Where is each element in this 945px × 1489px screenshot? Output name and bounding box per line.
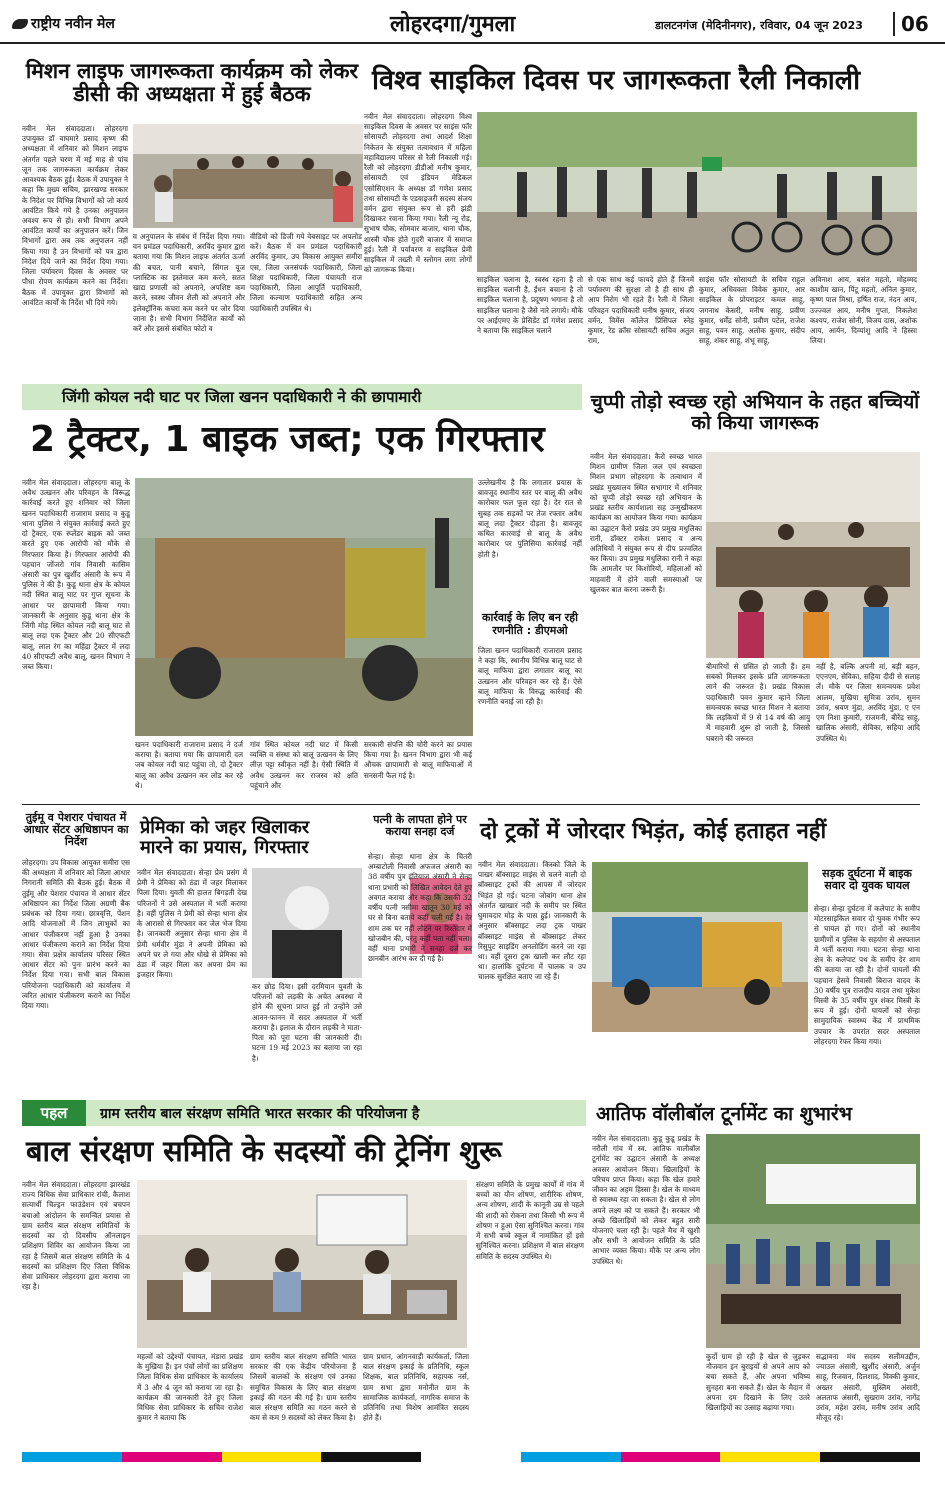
story3-col4: सरकारी संपत्ति की चोरी करने का प्रयास किया गया है। खनन विभाग द्वारा भी कई औचक छापामारी से बालू माफियाओं में सनसनी फैल गई है। bbox=[364, 740, 472, 780]
story10-headline: बाल संरक्षण समिति के सदस्यों की ट्रेनिंग शुरू bbox=[26, 1134, 502, 1168]
story9-headline: सड़क दुर्घटना में बाइक सवार दो युवक घायल bbox=[822, 867, 912, 893]
story6-headline: प्रेमिका को जहर खिलाकर मारने का प्रयास, गिरफ्तार bbox=[140, 817, 310, 858]
story5-body: लोहरदगा। उप विकास आयुक्त समीरा एस की अध्यक्षता में शनिवार को जिला आधार निगरानी समिति की बैठक हुई। बैठक में तुईमू और पेशरार पंचायत में आधार सेंटर अधिष्ठापन का निर्देश जिला अग्रणी बैंक प्रबंधक को दिया गया। छात्रवृत्ति, पेंशन आदि योजनाओं में जिन लाभुकों का आधार पंजीकरण नहीं हुआ है उनका आधार पंजीकरण कराने का निर्देश दिया गया। सेवा प्रक्षेत्र कार्यालय परिसर स्थित आधार सेंटर को पुनः प्रारंभ करने का निर्देश दिया गया। सभी बाल विकास परियोजना पदाधिकारी को कार्यालय में त्वरित आधार पंजीकरण कराने का निर्देश दिया गया। bbox=[22, 858, 130, 1011]
story1-col3: वीडियो को डिजी गये वेबसाइट पर अपलोड करें। बैठक में वन प्रमंडल पदाधिकारी अरविंद कुमार, उप विकास आयुक्त समीरा एस, जिला जनसंपर्क पदाधिकारी, जिला शिक्षा पदाधिकारी, जिला पंचायती राज पदाधिकारी, जिला आपूर्ति पदाधिकारी, जिला कल्याण पदाधिकारी सहित अन्य पदाधिकारी उपस्थित थे। bbox=[250, 232, 362, 313]
story4-col2: बीमारियों से ग्रसित हो जाती हैं। हम सबको मिलकर इसके प्रति जागरूकता लाने की जरूरत है। प्रखंड विकास पदाधिकारी पवन कुमार व्हाने जिला समन्वयक स्वच्छ भारत मिशन ने बताया कि लड़कियों में 9 से 14 वर्ष की आयु में माहवारी शुरू हो जाती है, जिससे घबराने की जरूरत bbox=[706, 662, 810, 743]
story10-banner: ग्राम स्तरीय बाल संरक्षण समिति भारत सरकार की परियोजना है bbox=[86, 1100, 586, 1126]
story1-col2: व अनुपालन के संबंध में निर्देश दिया गया। वन प्रमंडल पदाधिकारी, अरविंद कुमार द्वारा बताया गया कि मिशन लाइफ अंतर्गत ऊर्जा की बचत, पानी बचाने, सिंगल यूज प्लास्टिक का इस्तेमाल कम करने, सतत खाद्य प्रणाली को अपनाने, अपशिष्ट कम करने, स्वस्थ जीवन शैली को अपनाने और इलेक्ट्रॉनिक कचरा कम करने पर जोर दिया जाना है। सभी विभाग निर्देशित कार्यों को करें और इससे संबंधित फोटो व bbox=[133, 232, 245, 333]
story3-col5b: जिला खनन पदाधिकारी राजाराम प्रसाद ने कहा कि, स्थानीय विभिन्न बालू घाट से बालू माफिया द्वारा लगातार बालू का उत्खनन और परिवहन कर रहे हैं। ऐसे बालू माफिया के विरुद्ध कार्रवाई की रणनीति बनाई जा रही है। bbox=[478, 646, 582, 707]
story2-col1: नवीन मेल संवाददाता। लोहरदगा विश्व साइकिल दिवस के अवसर पर साइंस फॉर सोसायटी लोहरदगा तथा आदर्श शिक्षा निकेतन के संयुक्त तत्वावधान में महिला महाविद्यालय परिसर से रैली निकाली गई। रैली को लोहरदगा डीडीओ मनीष कुमार, सोसायटी एवं इंडियन मेडिकल एसोसिएशन के अध्यक्ष डॉ गणेश प्रसाद तथा सोसायटी के एडवाइजरी सदस्य संजय वर्मन द्वारा संयुक्त रूप से हरी झंडी दिखाकर रवाना किया गया। रैली न्यू रोड, सुभाष चौक, सोमवार बाजार, थाना चौक, शास्त्री चौक होते गुदरी बाजार में समाप्त हुई। रैली में पर्यावरण व साइकिल प्रेमी साइकिल में तख्ती में स्लोगन लगा लोगों को जागरूक किया। bbox=[364, 112, 472, 275]
story3-subhead: कार्रवाई के लिए बन रही रणनीति : डीएमओ bbox=[482, 611, 578, 637]
accused-photo bbox=[252, 868, 362, 978]
truck-collision-photo bbox=[592, 862, 808, 1032]
story10-col3: ग्राम स्तरीय बाल संरक्षण समिति भारत सरकार की एक केंद्रीय परियोजना है जिसमें बालकों के संरक्षण एवं उनका समुचित विकास के लिए बाल संरक्षण इकाई की गठन की गई है। ग्राम स्तरीय बाल संरक्षण समिति का गठन करने से कम से कम 9 सदस्यों को लेकर किया है। bbox=[250, 1352, 356, 1423]
story11-col3: सद्भावना मंच सदस्य सलीमउद्दीन, ज्याउल अंसारी, खुर्शीद अंसारी, अर्जुन साहू, रिजवान, दिलशाद, विक्की कुमार, अख्तर अंसारी, मुस्लिम अंसारी, अलताफ अंसारी, सुखराम उरांव, नागेंद्र उरांव, महेश उरांव, मनीष उरांव आदि मौजूद रहे। bbox=[816, 1352, 920, 1423]
story2-col3: से एक साथ कई फायदे होते हैं जिनमें पर्यावरण की सुरक्षा तो है ही साथ ही आप निरोग भी रहते हैं। रैली में जिला परिवहन पदाधिकारी मनीष कुमार, संजय वर्मन, विमेंस कॉलेज प्रिंसिपल स्नेह कुमार, रेड क्रॉस सोसायटी सचिव अतुल राम, bbox=[588, 275, 694, 346]
story10-col5: संरक्षण समिति के प्रमुख कार्यों में गांव में बच्चों का यौन शोषण, शारीरिक शोषण, अन्य शोषण, शादी के कानूनी उम्र से पहले की शादी को रोकना तथा किसी भी रूप में शोषण न हुआ ऐसा सुनिश्चित करना। गांव में सभी बच्चे स्कूल में नामांकित हों इसे सुनिश्चित करना। प्रशिक्षण में बाल संरक्षण समिति के सदस्य उपस्थित थे। bbox=[476, 1180, 584, 1261]
story3-col5: उल्लेखनीय है कि लगातार प्रयास के बावजूद स्थानीय स्तर पर बालू की अवैध कारोबार फल फूल रहा है। देर रात से सुबह तक सड़कों पर तेज रफ्तार अवैध बालू लदा ट्रैक्टर दौड़ता है। बावजूद कथित कारवाई से बालू के अवैध कारोबार पर पुलिसिया कार्रवाई नहीं होती है। bbox=[478, 478, 582, 559]
story11-col2: कुर्दो ग्राम हो रही है खेल से जुड़कर नौजवान इन बुराइयों से अपने आप को बचा सकते हैं, और अपना भविष्य सुनहरा बना सकते हैं। खेल के मैदान में अपना दम दिखाने के लिए उतरे खिलाड़ियों का उत्साह बढ़ाया गया। bbox=[706, 1352, 810, 1413]
story2-headline: विश्व साइकिल दिवस पर जागरूकता रैली निकाली bbox=[372, 65, 861, 96]
masthead bbox=[0, 0, 945, 44]
story10-col1: नवीन मेल संवाददाता। लोहरदगा झारखंड राज्य विधिक सेवा प्राधिकार रांची, कैलाश सत्यार्थी चिल्ड्रन फाउंडेशन एवं बचपन बचाओ आंदोलन के समन्वित प्रयास से ग्राम स्तरीय बाल संरक्षण समितियों के सदस्यों का दो दिवसीय ऑनलाइन प्रशिक्षण शिविर का आयोजन किया जा रहा है जिसमें बाल संरक्षण समिति के 4 सदस्यों का प्रशिक्षण दिए जिला विधिक सेवा प्राधिकार लोहरदगा द्वारा कराया जा रहा है। bbox=[22, 1180, 130, 1292]
story8-headline: दो ट्रकों में जोरदार भिड़ंत, कोई हताहत नहीं bbox=[480, 819, 827, 844]
bird-icon bbox=[12, 19, 28, 29]
newspaper-logo: राष्ट्रीय नवीन मेल bbox=[12, 14, 115, 33]
story3-col3: गांव स्थित कोयल नदी घाट में किसी व्यक्ति व संस्था को बालू उत्खनन के लिए लीज़ पट्टा स्वीकृत नहीं है। ऐसी स्थिति में अवैध उत्खनन कर राजस्व को क्षति पहुंचाने और bbox=[250, 740, 358, 790]
story4-col3: नहीं है, बल्कि अपनी मां, बड़ी बहन, एएनएम, सेविका, सहिया दीदी से सलाह लें। मौके पर जिला समन्वयक प्रवेश आलम, मुखिया सुमित्रा उरांव, सुमन उरांव, श्रवण मुंडा, अरविंद मुंडा, ए एन एम निशा कुमारी, राजमनी, बीरेंद्र साहू, खालिक अंसारी, सेविका, सहिया आदि उपस्थित थे। bbox=[816, 662, 920, 743]
story2-col2: साइकिल चलाना है, स्वस्थ रहना है तो साइकिल चलानी है, ईंधन बचाना है तो साइकिल चलाना है, प्रदूषण भगाना है तो साइकिल चलाना है जैसे नारे लगाये। मौके पर आईएमए के प्रेसिडेंट डॉ गणेश प्रसाद ने बताया कि साइकिल चलाने bbox=[477, 275, 583, 336]
page-number: 06 bbox=[893, 12, 929, 36]
section-title: लोहरदगा/गुमला bbox=[390, 12, 516, 37]
cycle-rally-photo bbox=[477, 112, 917, 272]
story7-headline: पत्नी के लापता होने पर कराया सनहा दर्ज bbox=[373, 813, 467, 839]
story6-col1: नवीन मेल संवाददाता। सेन्हा प्रेम प्रसंग में प्रेमी ने प्रेमिका को ठंडा में जहर मिलाकर पिला दिया। युवती की हालत बिगड़ती देख परिजनों ने उसे अस्पताल में भर्ती कराया है। वहीं पुलिस ने प्रेमी को सेन्हा थाना क्षेत्र के आरासो से गिरफ्तार कर जेल भेज दिया है। जानकारी अनुसार सेन्हा थाना क्षेत्र में प्रेमी धर्मवीर मुंडा ने अपनी प्रेमिका को अपने घर ले गया और धोखे से प्रेमिका को ठंडा में जहर मिला कर अपना प्रेम का इजहार किया। bbox=[137, 868, 247, 980]
story4-col1: नवीन मेल संवाददाता। कैरो स्वच्छ भारत मिशन ग्रामीण जिला जल एवं स्वच्छता मिशन प्रभाग लोहरदगा के तत्वाधान में प्रखंड मुख्यालय स्थित सभागार में शनिवार को चुप्पी तोड़ो स्वच्छ रहो अभियान के प्रखंड स्तरीय कार्यशाला सह उन्मुखीकरण कार्यक्रम का आयोजन किया गया। कार्यक्रम का उद्घाटन कैरो प्रखंड उप प्रमुख मधुलिका रानी, डॉक्टर राकेश प्रसाद व अन्य अतिथियों ने संयुक्त रूप से दीप प्रज्वलित कर किया। उप प्रमुख मधुलिका रानी ने कहा कि आमतौर पर किशोरियों, महिलाओं को माहवारी में होने वाली समस्याओं पर खुलकर बात करना जरूरी है। bbox=[590, 452, 702, 594]
story2-col4: साइंस फॉर सोसायटी के सचिव राहुल कुमार, अधिवक्ता विवेक कुमार, आर साइकिल के प्रोपराइटर कमल साहू, जगनाथ केसरी, मनीष साहू, प्रवीण कुमार, धर्मेंद्र सोनी, प्रवीण पटेल, राजेश साहू, पवन साहू, अलोक कुमार, संदीप साहू, शंकर साहू, शंभू साहू, bbox=[699, 275, 805, 346]
story11-headline: आतिफ वॉलीबॉल टूर्नामेंट का शुभारंभ bbox=[596, 1103, 853, 1125]
meeting-photo bbox=[133, 124, 363, 228]
story2-col5: अविनाश आय, बसंत महतो, मोहम्मद काशीम खान, पिंटू महतो, अनिल कुमार, कृष्ण पाल मिश्रा, हर्षित राज, नंदन आय, उज्ज्वल आय, मनीष गुप्ता, निकलेश कश्यप, राजेश सोनी, विजय दास, अशोक आय, आर्यन, दिव्यांशु आदि ने हिस्सा लिया। bbox=[810, 275, 917, 346]
story4-headline: चुप्पी तोड़ो स्वच्छ रहो अभियान के तहत बच्चियों को किया जागरूक bbox=[590, 391, 920, 434]
story10-kicker: पहल bbox=[22, 1100, 86, 1126]
story8-body: नवीन मेल संवाददाता। किस्को जिले के पाखर बॉक्साइट माइंस से चलने वाली दो बॉक्साइट ट्रकों की आपस में जोरदार भिड़ंत हो गई। घटना जोबांग थाना क्षेत्र अंतर्गत खाखार नदी के समीप पर स्थित घुमावदार मोड़ के पास हुई। जानकारी के अनुसार बॉक्साइट लदा ट्रक पाखर बॉक्साइट माइंस से बॉक्साइट लेकर रिसुपुट साइडिंग अनलोडिंग करने जा रहा था। वहीं दूसरा ट्रक खाली कर लौट रहा था। हालांकि दुर्घटना में चालक व उप चालक सुरक्षित बताए जा रहे हैं। bbox=[478, 860, 586, 982]
story10-col2: महत्वों को उद्देश्यों पंचायत, मंडारा प्रखंड के मुखिया हैं। इन पंचों लोगों का प्रशिक्षण जिला विधिक सेवा प्राधिकार के कार्यालय में 3 और 4 जून को कराया जा रहा है। कार्यक्रम की जानकारी देते हुए जिला विधिक सेवा प्राधिकार के सचिव राजेश कुमार ने बताया कि bbox=[137, 1352, 243, 1423]
story9-body: सेन्हा। सेन्हा दुर्घटना में कलेपाट के समीप मोटरसाइकिल सवार दो युवक गंभीर रूप से घायल हो गए। दोनों को स्थानीय ग्रामीणों व पुलिस के सहयोग से अस्पताल में भर्ती कराया गया। घटना सेन्हा थाना क्षेत्र के कलेपाट पथ के समीप देर शाम की बताया जा रही है। दोनों घायलों की पहचान हेसवे निवासी बिराज वादव के 30 वर्षीय पुत्र राजदीप यादव तथा मुकेश मिस्त्री के 35 वर्षीय पुत्र शंकर मिस्त्री के रूप में हुई। दोनों घायलों को सेन्हा सामुदायिक स्वास्थ्य केंद्र में प्राथमिक उपचार के उपरांत सदर अस्पताल लोहरदगा रेफर किया गया। bbox=[814, 904, 920, 1046]
story5-headline: तुईमू व पेशरार पंचायत में आधार सेंटर अधिष्ठापन का निर्देश bbox=[23, 811, 129, 849]
tractor-photo bbox=[135, 478, 473, 736]
story1-col1: नवीन मेल संवाददाता। लोहरदगा उपायुक्त डॉ वाघमारे प्रसाद कृष्ण की अध्यक्षता में शनिवार को मिशन लाइफ अंतर्गत पहले चरण में मई माह से पांच जून तक जागरूकता कार्यक्रम लेकर आवश्यक बैठक हुई। बैठक में उपायुक्त ने कहा कि मुख्य सचिव, झारखण्ड सरकार के निदेश पर विभिन्न विभागों को जो कार्य आवंटित किये गये है उनका अनुपालन अवश्य रूप से हो। सभी विभाग अपने आवंटित कार्यों का अनुपालन करें। जिन विभागों द्वारा अब तक अनुपालन नहीं किया गया है उन विभागों को पत्र द्वारा निदेश दिये जाने का निर्देश दिया गया। जिला पर्यावरण दिवस के अवसर पर पौधा रोपण कार्यक्रम करने का निर्देश। बैठक में उपायुक्त द्वारा विभागों को आवंटित कार्यों के निर्देश भी दिये गये। bbox=[22, 124, 128, 307]
story6-col2: कर छोड़ दिया। इसी दरमियान युवती के परिजनों को लड़की के अचेत अवस्था में होने की सूचना प्राप्त हुई तो उन्होंने उसे आनन-फानन में सदर अस्पताल में भर्ती कराया है। इलाज के दौरान लड़की ने माता-पिता को पूरा घटना की जानकारी दी। घटना 19 मई 2023 का बताया जा रहा है। bbox=[252, 982, 362, 1063]
volleyball-photo bbox=[706, 1134, 920, 1348]
story10-col4: ग्राम प्रधान, आंगनवाड़ी कार्यकर्ता, जिला बाल संरक्षण इकाई के प्रतिनिधि, स्कूल शिक्षक, बाल प्रतिनिधि, सहायक नर्स, ग्राम सभा द्वारा मनोनीत ग्राम के सामाजिक कार्यकर्ता, नागरिक समाज के प्रतिनिधि तथा विशेष आमंत्रित सदस्य होते हैं। bbox=[363, 1352, 469, 1423]
story1-headline: मिशन लाइफ जागरूकता कार्यक्रम को लेकर डीसी की अध्यक्षता में हुई बैठक bbox=[25, 59, 359, 107]
story3-col2: खनन पदाधिकारी राजाराम प्रसाद ने दर्ज कराया है। बताया गया कि छापामारी दल जब कोयल नदी घाट पहुंचा तो, दो ट्रैक्टर बालू का अवैध उत्खनन कर लोड कर रहे थे। bbox=[135, 740, 243, 790]
training-photo bbox=[137, 1180, 467, 1348]
story7-body: सेन्हा। सेन्हा थाना क्षेत्र के चितरी अम्बाटोली निवासी अफजल अंसारी का 38 वर्षीय पुत्र इंतियाज अंसारी ने सेन्हा थाना प्रभारी को लिखित आवेदन देते हुए अवगत कराया और कहा कि उसकी 32 वर्षीय पत्नी नसीमा खातून 30 मई को घर से बिना बताये कहीं चली गई है। देर शाम तक घर नहीं लौटने पर रिश्तेदार में खोजबीन की, परंतु कहीं पता नहीं चला। वहीं थाना प्रभारी ने सनहा दर्ज कर छानबीन आरंभ कर दी गई है। bbox=[368, 852, 472, 964]
section-divider-1 bbox=[22, 804, 920, 805]
story3-col1: नवीन मेल संवाददाता। लोहरदगा बालू के अवैध उत्खनन और परिवहन के विरूद्ध कार्रवाई करते हुए शनिवार को जिला खनन पदाधिकारी राजाराम प्रसाद व कुडू थाना पुलिस ने संयुक्त कार्रवाई करते हुए दो ट्रैक्टर, एक स्प्लेंडर बाइक को जब्त करते हुए एक आरोपी को मौके से गिरफ्तार किया है। गिरफ्तार आरोपी की पहचान जोंजरो गांव निवासी कासिम अंसारी का पुत्र खुर्शीद अंसारी के रूप में पुलिस ने की है। कुडू थाना क्षेत्र के कोयल नदी स्थित बालू घाट पर गुप्त सूचना के आधार पर छापामारी किया गया। जानकारी के अनुसार कुडू थाना क्षेत्र के जिंगी मोड़ स्थित कोयल नदी बालू घाट से बालू लदा एक ट्रैक्टर और 20 सीएफटी बालू, लाल रंग का महिंद्रा ट्रैक्टर में लदा 40 सीएफटी अवैध बालू, खनन विभाग ने जब्त किया। bbox=[22, 478, 130, 671]
story3-banner: जिंगी कोयल नदी घाट पर जिला खनन पदाधिकारी ने की छापामारी bbox=[22, 384, 582, 410]
dateline: डालटनगंज (मेदिनीनगर), रविवार, 04 जून 2023 bbox=[655, 19, 863, 32]
story3-headline: 2 ट्रैक्टर, 1 बाइक जब्त; एक गिरफ्तार bbox=[30, 419, 545, 460]
color-registration-bar bbox=[22, 1452, 920, 1462]
story11-col1: नवीन मेल संवाददाता। कुडू कुडू प्रखंड के नरौली गांव में स्व. आतिफ वालीबॉल टूर्नामेंट का उद्घाटन अंसारी के अध्यक्ष अवसर आयोजन किया। खिलाड़ियों के परिचय प्राप्त किया। कहा कि खेल हमारे जीवन का अहम हिस्सा है। खेल के माध्यम से स्वास्थ्य रहा जा सकता है। खेल से लोग अपने लक्ष्य को पा सकते हैं। सरकार भी अच्छे खिलाड़ियों को लेकर बहुत सारी योजनाएं चला रही है। पहले मैच में खुशी और सभी ने आयोजन समिति के प्रति आभार व्यक्त किया। मौके पर अन्य लोग उपस्थित थे। bbox=[592, 1134, 700, 1266]
awareness-photo bbox=[706, 452, 920, 658]
